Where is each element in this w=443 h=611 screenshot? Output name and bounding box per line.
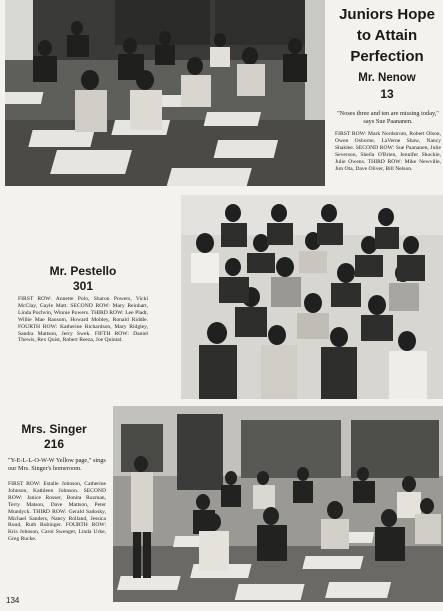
quote-singer: "Y-E-L-L-O-W-W Yellow page," sings our Mrs. Singer's homeroom. bbox=[8, 457, 106, 472]
page-title bbox=[333, 4, 441, 67]
room-number-singer: 216 bbox=[43, 437, 65, 451]
homeroom-216-photo bbox=[113, 406, 443, 602]
teacher-name-nenow: Mr. Nenow bbox=[358, 72, 416, 84]
room-number-pestello: 301 bbox=[72, 279, 94, 293]
caption-singer: FIRST ROW: Estalle Johnson, Catherine Johnson, Kathleen Johnson. SECOND ROW: Janice Rosser, Bonita Rozman, Terry Matson, Dave Mattson, Peter Mundyck. THIRD ROW: Gerald Sadosky, Michael Sanders, Nancy Rolland, Jessica Ruud, Ruth Rubinger. FOURTH ROW: Kris Johnson, Carol Swenger, Linda Urke, Greg Rucke. bbox=[8, 481, 106, 543]
title-line-3: Perfection bbox=[350, 48, 424, 65]
page-number: 134 bbox=[6, 596, 20, 605]
homeroom-301-photo bbox=[181, 195, 443, 399]
teacher-name-pestello: Mr. Pestello bbox=[49, 264, 117, 278]
homeroom-13-photo bbox=[5, 0, 325, 186]
quote-nenow: "Noses three and ten are missing today," says Sue Paananen. bbox=[337, 110, 439, 125]
teacher-name-singer: Mrs. Singer bbox=[21, 422, 87, 436]
title-line-2: to Attain bbox=[356, 27, 418, 44]
caption-nenow: FIRST ROW: Mark Nordstrom, Robert Olson, Owen Osborne, LaVerne Shaw, Nancy Shaklee. SECOND ROW: Sue Paananen, Julie Severson, Sheila O'Brien, Jennifer Shockie, Julie Owens. THIRD ROW: Mike Newville, Jim Ota, Dave Oliver, Bill Nelson. bbox=[335, 131, 441, 172]
caption-pestello: FIRST ROW: Annette Polo, Sharon Powers, Vicki McClay, Gayle Matt. SECOND ROW: Mary Reinhart, Linda Pochvin, Winnie Powers. THIRD ROW: Lee Pladt, Willie Mae Ransom, Howard Mobley, Ronald Riddle. FOURTH ROW: Katherine Richardson, Mary Ridgley, Sandra Mattson, Jerry Swek. FIFTH ROW: Daniel Thewis, Rex Quist, Robert Reeza, Joe Quintal. bbox=[18, 296, 148, 344]
room-number-nenow: 13 bbox=[380, 87, 394, 101]
title-line-1: Juniors Hope bbox=[339, 6, 435, 23]
